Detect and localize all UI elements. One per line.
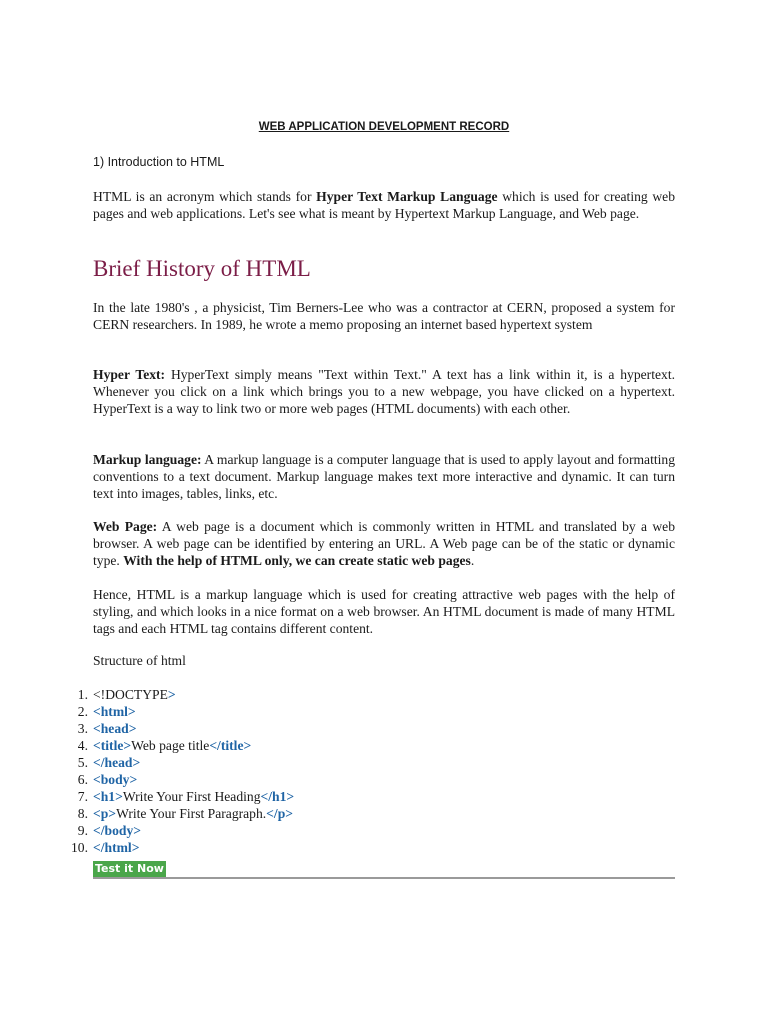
section-heading: Brief History of HTML [93, 256, 311, 281]
test-it-now-bar [93, 861, 675, 879]
code-tag: </title> [209, 738, 252, 753]
text: which is used for creating web pages and web applications. Let's see what is meant by Hypertext Markup Language, and Web page. [93, 189, 675, 221]
structure-label: Structure of html [93, 653, 186, 668]
code-text: <!DOCTYPE [93, 687, 168, 702]
code-tag: <body> [93, 772, 138, 787]
line-number: 1. [77, 687, 88, 702]
code-tag: </h1> [260, 789, 295, 804]
line-number: 2. [77, 704, 88, 719]
bold-term: With the help of HTML only, we can create static web pages [123, 553, 471, 568]
code-tag: </html> [93, 840, 140, 855]
code-text: Write Your First Paragraph. [116, 806, 267, 821]
code-text: Write Your First Heading [122, 789, 261, 804]
bold-term: Hyper Text Markup Language [316, 189, 498, 204]
bold-term: Markup language: [93, 452, 202, 467]
paragraph-markup [93, 451, 675, 502]
text: A markup language is a computer language that is used to apply layout and formatting conventions to a text document. Markup language makes text more interactive and dynamic. It can turn text into images, tables, links, etc. [93, 452, 676, 501]
line-number: 8. [77, 806, 88, 821]
code-tag: </p> [266, 806, 294, 821]
code-tag: <p> [93, 806, 117, 821]
paragraph-acronym [93, 188, 675, 222]
line-number: 5. [77, 755, 88, 770]
code-tag: <html> [93, 704, 136, 719]
line-number: 3. [77, 721, 88, 736]
line-number: 7. [77, 789, 88, 804]
line-number: 4. [77, 738, 88, 753]
code-text: Web page title [131, 738, 210, 753]
code-tag: </body> [93, 823, 141, 838]
text: HyperText simply means "Text within Text." A text has a link within it, is a hypertext. Whenever you click on a link which brings you to a new webpage, you have clicked on a hypertext. HyperText is a way to link two or more web pages (HTML documents) with each other. [93, 367, 675, 416]
bold-term: Hyper Text: [93, 367, 166, 382]
text: A web page is a document which is commonly written in HTML and translated by a web browser. A web page can be identified by entering an URL. A Web page can be of the static or dynamic type. [93, 519, 675, 568]
paragraph-hypertext [93, 366, 675, 417]
line-number: 10. [71, 840, 88, 855]
code-tag: > [167, 687, 176, 702]
test-it-now-button[interactable]: Test it Now [95, 862, 164, 875]
line-number: 6. [77, 772, 88, 787]
page-title: WEB APPLICATION DEVELOPMENT RECORD [258, 121, 510, 133]
line-number: 9. [77, 823, 88, 838]
section-intro: 1) Introduction to HTML [93, 155, 225, 169]
text: . [470, 553, 475, 568]
paragraph-summary: Hence, HTML is a markup language which is used for creating attractive web pages with the help of styling, and which looks in a nice format on a web browser. An HTML document is made of many HTML tags and each HTML tag contains different content. [93, 587, 675, 636]
code-tag: </head> [93, 755, 141, 770]
code-tag: <h1> [93, 789, 123, 804]
code-tag: <title> [93, 738, 132, 753]
paragraph-webpage [93, 518, 675, 569]
bold-term: Web Page: [93, 519, 158, 534]
text: HTML is an acronym which stands for [93, 189, 317, 204]
code-tag: <head> [93, 721, 137, 736]
paragraph-history: In the late 1980's , a physicist, Tim Berners-Lee who was a contractor at CERN, proposed a system for CERN researchers. In 1989, he wrote a memo proposing an internet based hypertext system [93, 300, 675, 332]
